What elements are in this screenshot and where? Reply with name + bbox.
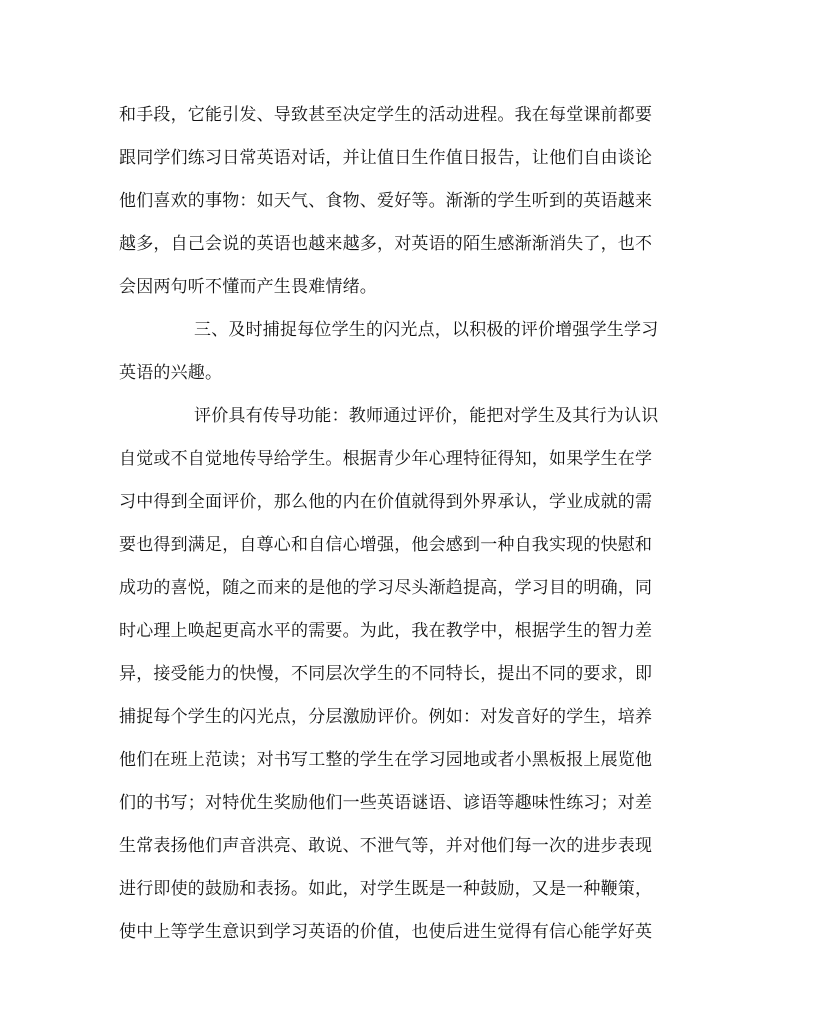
text-line: 评价具有传导功能：教师通过评价，能把对学生及其行为认识	[194, 406, 659, 426]
text-line: 习中得到全面评价，那么他的内在价值就得到外界承认，学业成就的需	[119, 492, 653, 512]
text-line: 会因两句听不懂而产生畏难情绪。	[119, 277, 377, 297]
text-line: 要也得到满足，自尊心和自信心增强，他会感到一种自我实现的快慰和	[119, 535, 653, 555]
text-line: 进行即使的鼓励和表扬。如此，对学生既是一种鼓励，又是一种鞭策，	[119, 879, 653, 899]
text-line: 自觉或不自觉地传导给学生。根据青少年心理特征得知，如果学生在学	[119, 449, 653, 469]
text-line: 和手段，它能引发、导致甚至决定学生的活动进程。我在每堂课前都要	[119, 105, 653, 125]
text-line: 越多，自己会说的英语也越来越多，对英语的陌生感渐渐消失了，也不	[119, 234, 653, 254]
text-line: 生常表扬他们声音洪亮、敢说、不泄气等，并对他们每一次的进步表现	[119, 836, 653, 856]
text-line: 使中上等学生意识到学习英语的价值，也使后进生觉得有信心能学好英	[119, 922, 653, 942]
text-line: 异，接受能力的快慢，不同层次学生的不同特长，提出不同的要求，即	[119, 664, 653, 684]
section-heading-line: 英语的兴趣。	[119, 363, 223, 383]
section-heading-line: 三、及时捕捉每位学生的闪光点，以积极的评价增强学生学习	[194, 320, 659, 340]
text-line: 捕捉每个学生的闪光点，分层激励评价。例如：对发音好的学生，培养	[119, 707, 653, 727]
text-line: 跟同学们练习日常英语对话，并让值日生作值日报告，让他们自由谈论	[119, 148, 653, 168]
text-line: 成功的喜悦，随之而来的是他的学习尽头渐趋提高，学习目的明确，同	[119, 578, 653, 598]
text-line: 他们在班上范读；对书写工整的学生在学习园地或者小黑板报上展览他	[119, 750, 653, 770]
text-line: 们的书写；对特优生奖励他们一些英语谜语、谚语等趣味性练习；对差	[119, 793, 653, 813]
text-line: 他们喜欢的事物：如天气、食物、爱好等。渐渐的学生听到的英语越来	[119, 191, 653, 211]
text-line: 时心理上唤起更高水平的需要。为此，我在教学中，根据学生的智力差	[119, 621, 653, 641]
